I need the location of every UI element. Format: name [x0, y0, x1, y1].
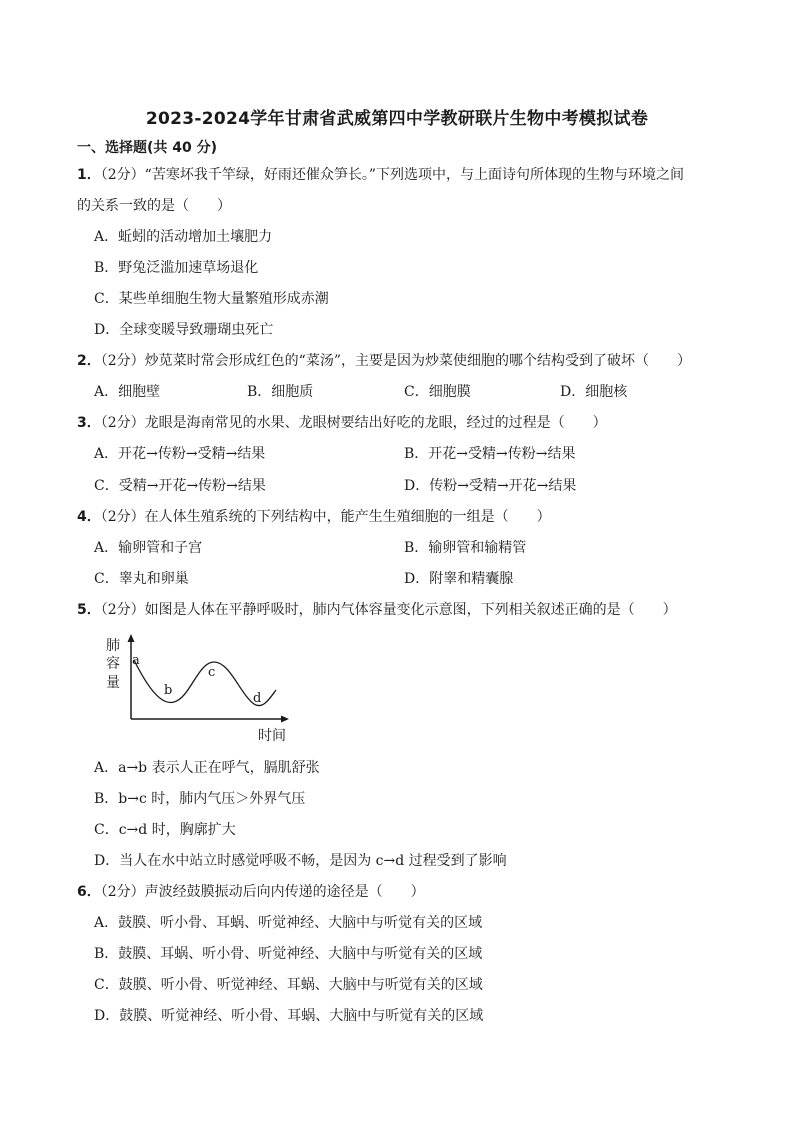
question-number: 1．	[77, 167, 101, 183]
y-axis-arrow	[128, 634, 135, 642]
q3-option-d: D．传粉→受精→开花→结果	[404, 478, 577, 494]
point-a-label: a	[132, 653, 140, 668]
q6-option-d: D．鼓膜、听觉神经、听小骨、耳蜗、大脑中与听觉有关的区域	[94, 1008, 484, 1024]
q5-option-a: A．a→b 表示人正在呼气，膈肌舒张	[94, 760, 320, 776]
q1-option-a: A．蚯蚓的活动增加土壤肥力	[94, 229, 273, 245]
question-1-continuation: 的关系一致的是（ ）	[77, 198, 231, 214]
q4-option-a: A．输卵管和子宫	[94, 540, 203, 556]
question-1	[77, 165, 684, 185]
point-c-label: c	[208, 665, 216, 680]
question-text: （2分）“苦寒坏我千竿绿，好雨还催众笋长。”下列选项中，与上面诗句所体现的生物与环境之间	[100, 167, 684, 183]
q2-option-a: A．细胞壁	[94, 384, 161, 400]
question-6	[77, 882, 425, 902]
question-number: 5．	[77, 602, 101, 618]
lung-volume-figure	[98, 632, 298, 747]
q2-option-b: B．细胞质	[247, 384, 314, 400]
q5-option-c: C．c→d 时，胸廓扩大	[94, 822, 236, 838]
question-number: 3．	[77, 415, 101, 431]
question-text: （2分）如图是人体在平静呼吸时，肺内气体容量变化示意图，下列相关叙述正确的是（ ）	[100, 602, 677, 618]
q6-option-b: B．鼓膜、耳蜗、听小骨、听觉神经、大脑中与听觉有关的区域	[94, 946, 483, 962]
y-axis-label-1: 肺	[106, 638, 120, 654]
question-text: （2分）炒苋菜时常会形成红色的“菜汤”，主要是因为炒菜使细胞的哪个结构受到了破坏（ ）	[100, 353, 691, 369]
q1-option-b: B．野兔泛滥加速草场退化	[94, 260, 259, 276]
q2-option-d: D．细胞核	[560, 384, 628, 400]
question-5	[77, 600, 677, 620]
q1-option-d: D．全球变暖导致珊瑚虫死亡	[94, 322, 274, 338]
x-axis-label: 时间	[258, 728, 286, 744]
q4-option-b: B．输卵管和输精管	[404, 540, 527, 556]
y-axis-label-3: 量	[106, 675, 120, 691]
q5-option-d: D．当人在水中站立时感觉呼吸不畅，是因为 c→d 过程受到了影响	[94, 853, 507, 869]
q3-option-b: B．开花→受精→传粉→结果	[404, 446, 576, 462]
point-d-label: d	[253, 691, 262, 706]
q3-option-c: C．受精→开花→传粉→结果	[94, 478, 266, 494]
question-number: 4．	[77, 509, 101, 525]
q2-option-c: C．细胞膜	[404, 384, 471, 400]
q1-option-c: C．某些单细胞生物大量繁殖形成赤潮	[94, 291, 329, 307]
question-number: 6．	[77, 884, 101, 900]
question-4	[77, 507, 551, 527]
q6-option-c: C．鼓膜、听小骨、听觉神经、耳蜗、大脑中与听觉有关的区域	[94, 977, 483, 993]
question-number: 2．	[77, 353, 101, 369]
y-axis-label-2: 容	[106, 656, 120, 672]
question-2	[77, 351, 691, 371]
q3-option-a: A．开花→传粉→受精→结果	[94, 446, 266, 462]
question-3	[77, 413, 607, 433]
q6-option-a: A．鼓膜、听小骨、耳蜗、听觉神经、大脑中与听觉有关的区域	[94, 915, 483, 931]
point-b-label: b	[164, 683, 173, 698]
section-heading: 一、选择题(共 40 分)	[77, 140, 218, 156]
q4-option-c: C．睾丸和卵巢	[94, 571, 189, 587]
question-text: （2分）声波经鼓膜振动后向内传递的途径是（ ）	[100, 884, 425, 900]
x-axis-arrow	[281, 716, 289, 723]
page-title: 2023-2024学年甘肃省武威第四中学教研联片生物中考模拟试卷	[145, 109, 649, 129]
question-text: （2分）在人体生殖系统的下列结构中，能产生生殖细胞的一组是（ ）	[100, 509, 551, 525]
q5-option-b: B．b→c 时，肺内气压＞外界气压	[94, 791, 306, 807]
question-text: （2分）龙眼是海南常见的水果、龙眼树要结出好吃的龙眼，经过的过程是（ ）	[100, 415, 607, 431]
q4-option-d: D．附睾和精囊腺	[404, 571, 514, 587]
